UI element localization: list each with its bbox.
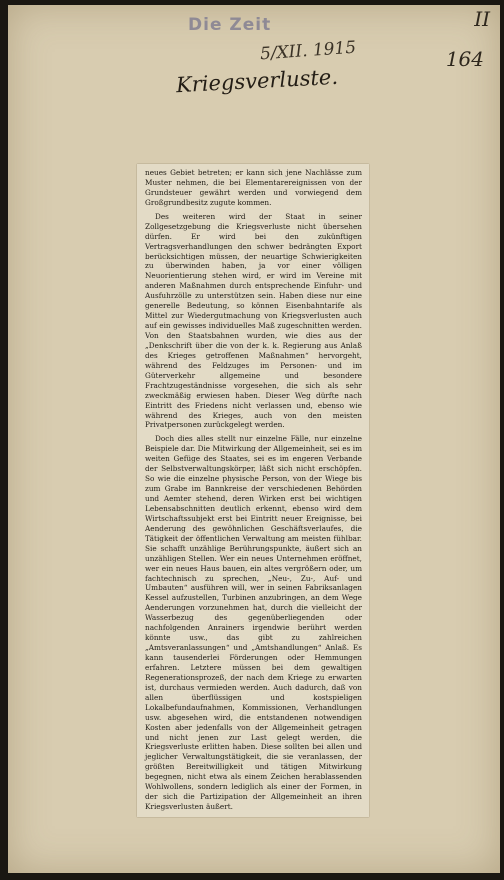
newspaper-clipping [137,164,369,817]
article-paragraph: Des weiteren wird der Staat in seiner Zollgesetzgebung die Kriegsverluste nicht übersehen dürfen. Er wird bei den zukünftigen Vertragsverhandlungen den schwer bedrängten Export berücksichtigen müssen, der neuartige Schwierigkeiten zu überwinden haben, ja vor einer völligen Neuorientierung stehen wird, er wird im Vereine mit anderen Maßnahmen durch entsprechende Einfuhr- und Ausfuhrzölle zu unterstützen sein. Haben diese nur eine generelle Bedeutung, so können Eisenbahntarife als Mittel zur Wiedergutmachung von Kriegsverlusten auch auf ein gewisses individuelles Maß zugeschnitten werden. Von den Staatsbahnen wurden, wie dies aus der „Denkschrift über die von der k. k. Regierung aus Anlaß des Krieges getroffenen Maßnahmen“ hervorgeht, während des Feldzuges im Personen- und im Güterverkehr allgemeine und besondere Frachtzugeständnisse vorgesehen, die sich als sehr zweckmäßig erwiesen haben. Dieser Weg dürfte nach Eintritt des Friedens nicht verlassen und, ebenso wie während des Krieges, auch von den meisten Privatpersonen zurückgelegt werden. [145,211,362,430]
article-paragraph: Doch dies alles stellt nur einzelne Fälle, nur einzelne Beispiele dar. Die Mitwirkung der Allgemeinheit, sei es im weiten Gefüge des Staates, sei es im engeren Verbande der Selbstverwaltungskörper, läßt sich nicht erschöpfen. So wie die einzelne physische Person, von der Wiege bis zum Grabe im Bannkreise der verschiedenen Behörden und Aemter stehend, deren Wirken erst bei wichtigen Lebensabschnitten deutlich erkennt, ebenso wird dem Wirtschaftssubjekt erst bei Eintritt neuer Ereignisse, bei Aenderung des gewöhnlichen Geschäftsverlaufes, die Tätigkeit der öffentlichen Verwaltung am meisten fühlbar. Sie schafft unzählige Berührungspunkte, äußert sich an unzähligen Stellen. Wer ein neues Unternehmen eröffnet, wer ein neues Haus bauen, ein altes vergrößern oder, um fachtechnisch zu sprechen, „Neu-, Zu-, Auf- und Umbauten“ ausführen will, wer in seinen Fabriksanlagen Kessel aufzustellen, Turbinen anzubringen, an dem Wege Aenderungen vorzunehmen hat, durch die vielleicht der Wasserbezug des gegenüberliegenden oder nachfolgenden Anrainers irgendwie berührt werden könnte usw., das gibt zu zahlreichen „Amtsveranlassungen“ und „Amtshandlungen“ Anlaß. Es kann tausenderlei Förderungen oder Hemmungen erfahren. Letztere müssen bei dem gewaltigen Regenerationsprozeß, der nach dem Kriege zu erwarten ist, durchaus vermieden werden. Auch dadurch, daß von allen überflüssigen und kostspieligen Lokalbefundaufnahmen, Kommissionen, Verhandlungen usw. abgesehen wird, die entstandenen notwendigen Kosten aber jedenfalls von der Allgemeinheit getragen und nicht jenen zur Last gelegt werden, die Kriegsverluste erlitten haben. Diese sollten bei allen und jeglicher Verwaltungstätigkeit, die sie veranlassen, der größten Bereitwilligkeit und tätigen Mitwirkung begegnen, nicht etwa als einem Zeichen herablassenden Wohlwollens, sondern lediglich als einer der Formen, in der sich die Partizipation der Allgemeinheit an ihren Kriegsverlusten äußert. [145,434,362,812]
folio-number: 164 [445,47,484,71]
archive-sheet [8,5,500,873]
handwritten-roman-numeral: II [474,7,490,31]
newspaper-stamp: Die Zeit [188,15,272,35]
article-paragraph: neues Gebiet betreten; er kann sich jene Nachlässe zum Muster nehmen, die bei Elementarereignissen von der Grundsteuer gewährt werden und vorwiegend dem Großgrundbesitz zugute kommen. [145,168,362,207]
handwritten-title: Kriegsverluste. [175,64,339,98]
handwritten-date: 5/XII. 1915 [259,37,357,65]
